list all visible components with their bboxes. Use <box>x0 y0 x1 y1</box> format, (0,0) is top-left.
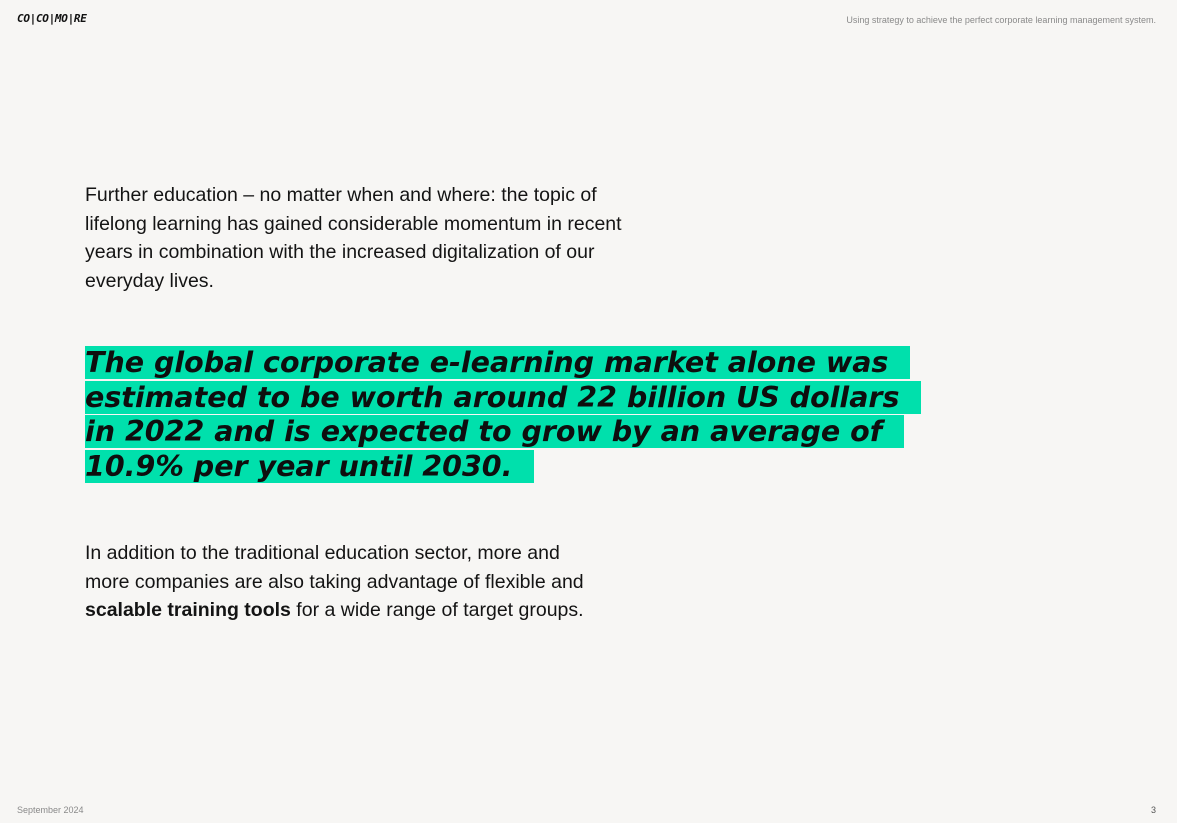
page-number: 3 <box>1150 805 1156 815</box>
secondary-paragraph <box>85 539 605 625</box>
company-logo: CO|CO|MO|RE <box>17 12 87 25</box>
quote-highlight-text: The global corporate e-learning market alone was estimated to be worth around 22 billion US dollars in 2022 and is expected to grow by an average of 10.9% per year until 2030. <box>85 346 921 483</box>
paragraph-2-text-end: for a wide range of target groups. <box>290 599 584 621</box>
paragraph-2-text-start: In addition to the traditional education sector, more and more companies are also taking advantage of flexible and <box>85 542 584 593</box>
highlighted-quote <box>85 346 905 484</box>
header-tagline: Using strategy to achieve the perfect corporate learning management system. <box>846 15 1156 25</box>
footer-date: September 2024 <box>17 805 84 815</box>
paragraph-2-bold-phrase: scalable training tools <box>85 599 291 621</box>
intro-paragraph: Further education – no matter when and where: the topic of lifelong learning has gained considerable momentum in recent years in combination with the increased digitalization of our everyday lives. <box>85 184 622 292</box>
